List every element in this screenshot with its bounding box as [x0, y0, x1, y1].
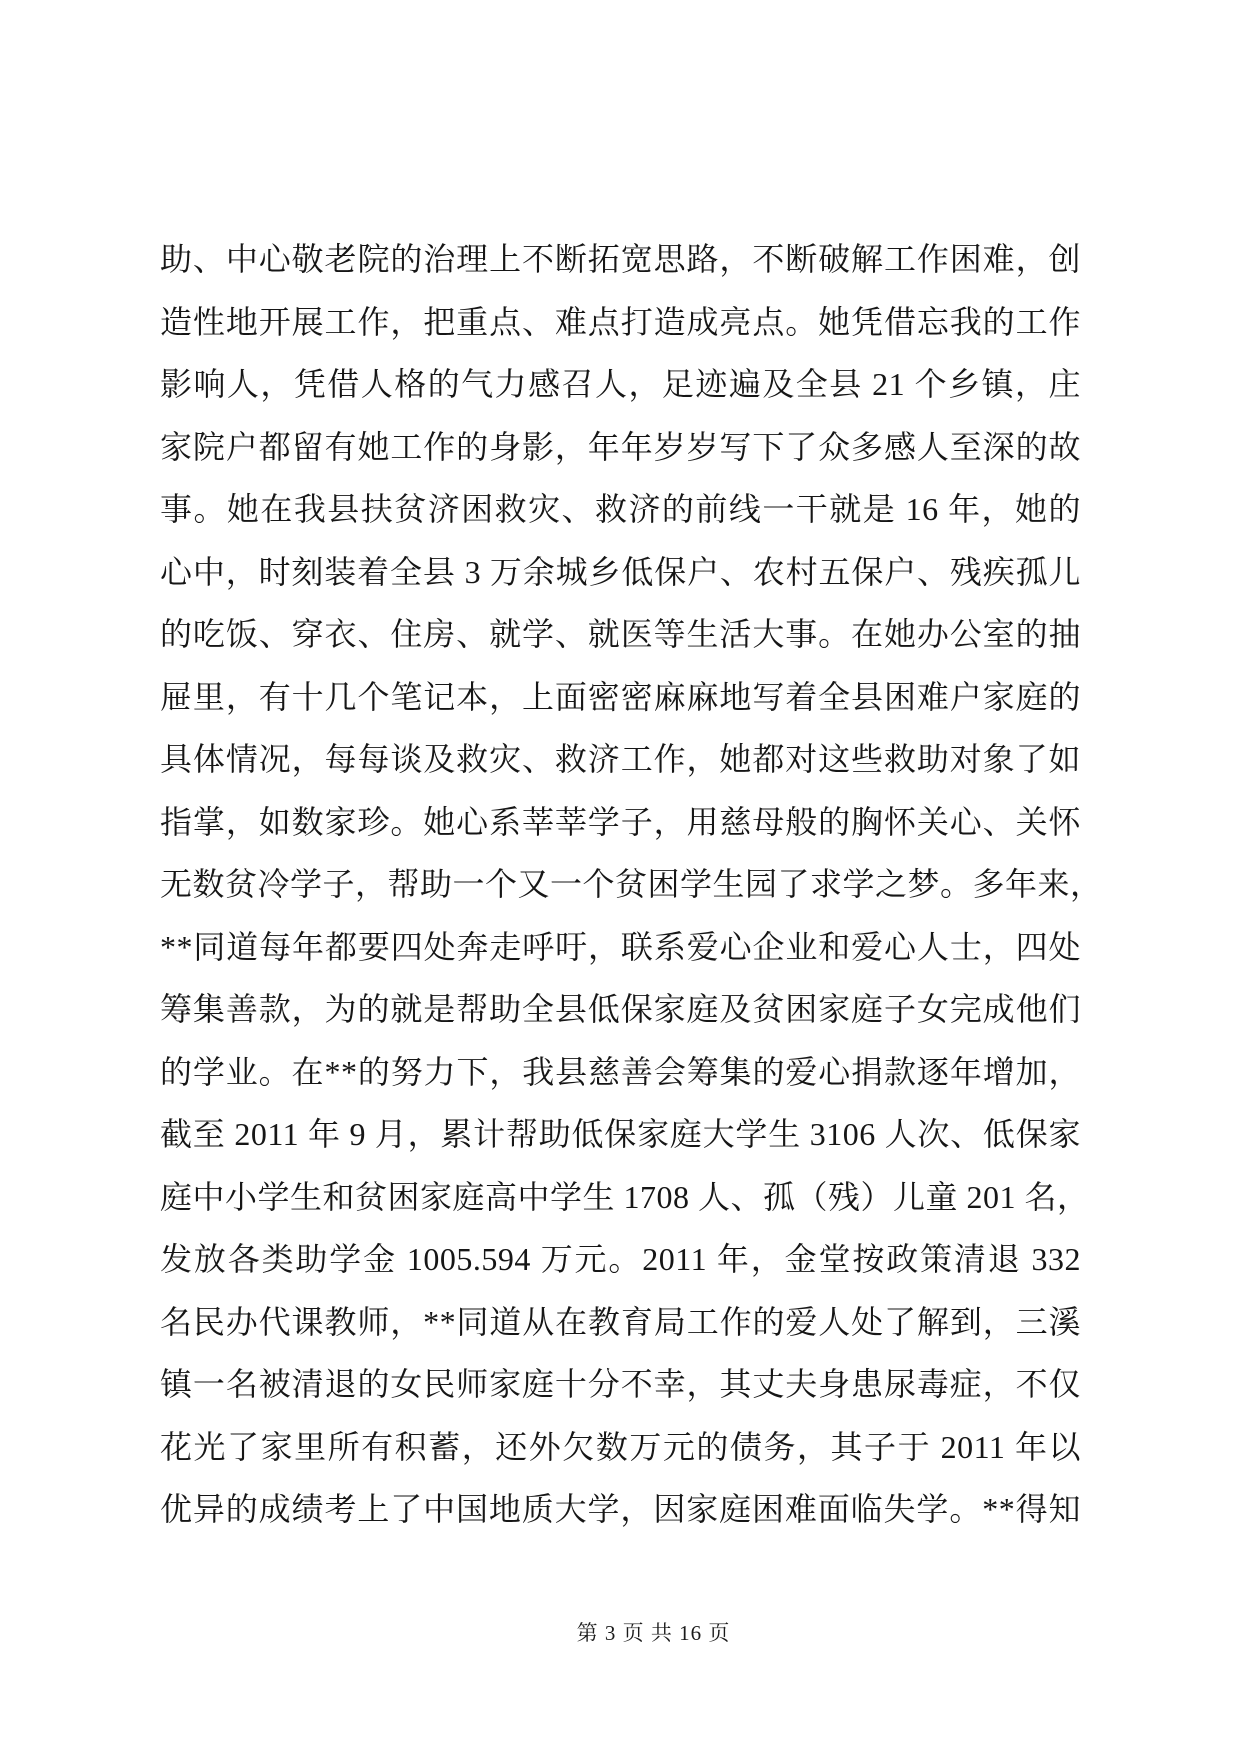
page-footer-text: 第 3 页 共 16 页: [576, 1621, 731, 1645]
body-line: **同道每年都要四处奔走呼吁，联系爱心企业和爱心人士，四处: [160, 928, 1081, 965]
body-line: 优异的成绩考上了中国地质大学，因家庭困难面临失学。**得知: [160, 1491, 1081, 1527]
body-line: 具体情况，每每谈及救灾、救济工作，她都对这些救助对象了如: [160, 741, 1081, 777]
body-line: 无数贫冷学子，帮助一个又一个贫困学生园了求学之梦。多年来，: [160, 866, 1103, 902]
body-line: 家院户都留有她工作的身影，年年岁岁写下了众多感人至深的故: [160, 428, 1081, 465]
body-line: 助、中心敬老院的治理上不断拓宽思路，不断破解工作困难，创: [160, 241, 1081, 277]
body-line: 筹集善款，为的就是帮助全县低保家庭及贫困家庭子女完成他们: [160, 991, 1081, 1027]
body-line: 花光了家里所有积蓄，还外欠数万元的债务，其子于 2011 年以: [160, 1428, 1081, 1465]
body-line: 名民办代课教师，**同道从在教育局工作的爱人处了解到，三溪: [160, 1303, 1081, 1340]
page-footer: [0, 1618, 1241, 1648]
body-line: 屉里，有十几个笔记本，上面密密麻麻地写着全县困难户家庭的: [160, 678, 1081, 715]
body-line: 心中，时刻装着全县 3 万余城乡低保户、农村五保户、残疾孤儿: [160, 553, 1081, 590]
document-body: [160, 228, 1103, 1541]
body-line: 发放各类助学金 1005.594 万元。2011 年，金堂按政策清退 332: [160, 1241, 1081, 1277]
body-line: 镇一名被清退的女民师家庭十分不幸，其丈夫身患尿毒症，不仅: [160, 1366, 1081, 1402]
body-line: 截至 2011 年 9 月，累计帮助低保家庭大学生 3106 人次、低保家: [160, 1116, 1081, 1152]
body-line: 影响人，凭借人格的气力感召人，足迹遍及全县 21 个乡镇，庄: [160, 366, 1081, 402]
body-line: 指掌，如数家珍。她心系莘莘学子，用慈母般的胸怀关心、关怀: [160, 803, 1081, 840]
body-line: 的吃饭、穿衣、住房、就学、就医等生活大事。在她办公室的抽: [160, 616, 1081, 652]
body-line: 造性地开展工作，把重点、难点打造成亮点。她凭借忘我的工作: [160, 303, 1081, 340]
body-line: 庭中小学生和贫困家庭高中学生 1708 人、孤（残）儿童 201 名，: [160, 1178, 1090, 1215]
body-line: 的学业。在**的努力下，我县慈善会筹集的爱心捐款逐年增加，: [160, 1053, 1081, 1090]
body-line: 事。她在我县扶贫济困救灾、救济的前线一干就是 16 年，她的: [160, 491, 1081, 527]
